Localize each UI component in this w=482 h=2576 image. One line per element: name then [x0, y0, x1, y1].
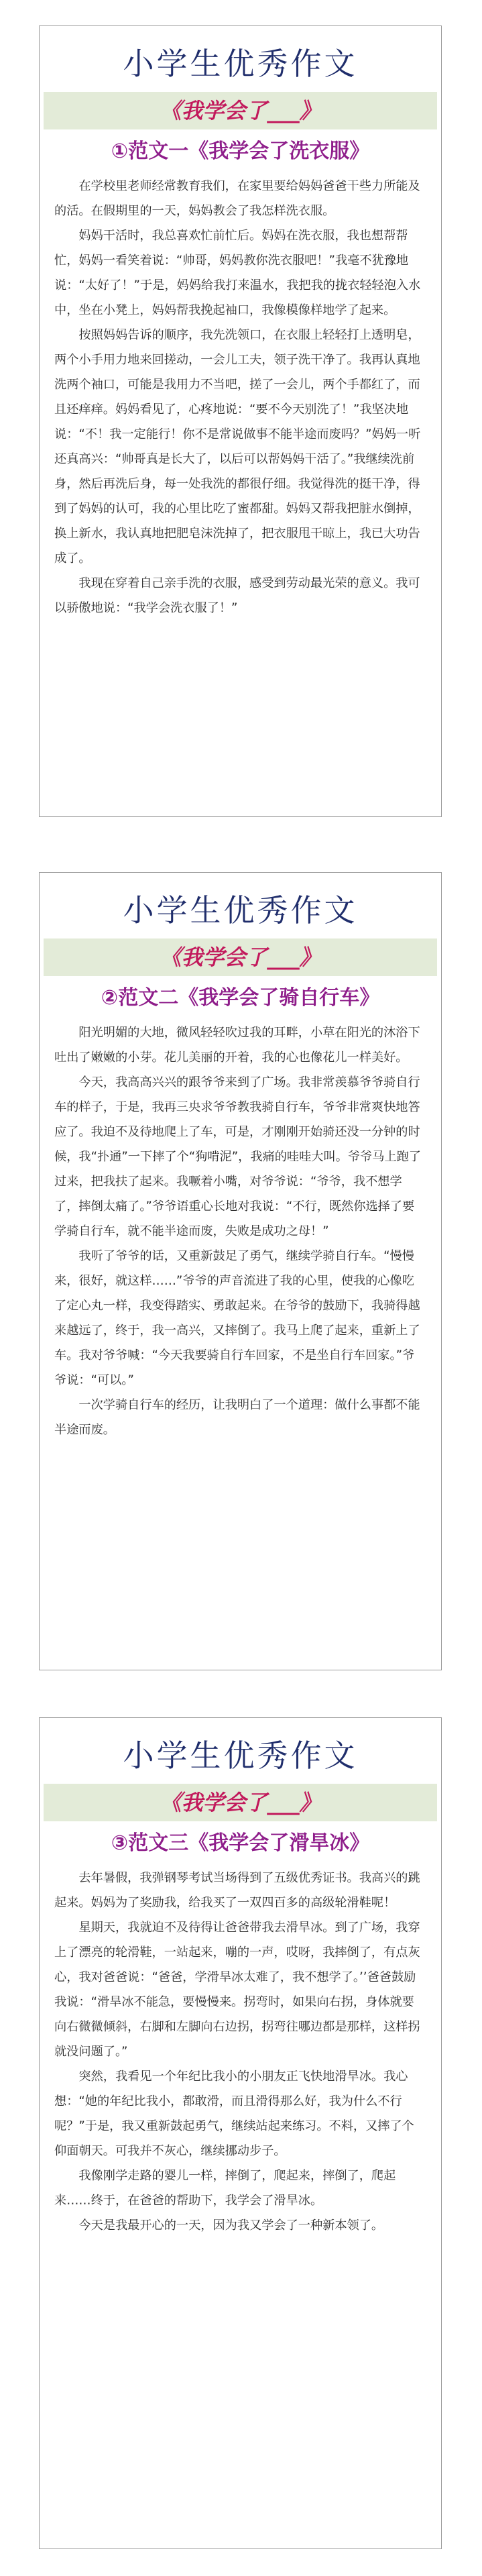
- topic-band: 《我学会了___》: [44, 1784, 437, 1821]
- essay-subtitle: ①范文一《我学会了洗衣服》: [111, 140, 370, 163]
- page-heading: 小学生优秀作文: [123, 892, 358, 928]
- essay-subtitle: ③范文三《我学会了滑旱冰》: [111, 1831, 370, 1855]
- paragraph: 妈妈干活时，我总喜欢忙前忙后。妈妈在洗衣服，我也想帮帮忙，妈妈一看笑着说：“帅哥，妈妈教你洗衣服吧！”我毫不犹豫地说：“太好了！”于是，妈妈给我打来温水，我把我的拢衣轻轻泡入水中，坐在小凳上，妈妈帮我挽起袖口，我像模像样地学了起来。: [54, 229, 421, 317]
- paragraph: 今天是我最开心的一天，因为我又学会了一种新本领了。: [78, 2218, 384, 2233]
- page-heading: 小学生优秀作文: [123, 1737, 358, 1774]
- essay-subtitle: ②范文二《我学会了骑自行车》: [101, 986, 380, 1010]
- article-card-2: [39, 872, 442, 1670]
- essay-body: [40, 1014, 441, 1442]
- paragraph: 我听了爷爷的话，又重新鼓足了勇气，继续学骑自行车。“慢慢来，很好，就这样……”爷爷的声音流进了我的心里，使我的心像吃了定心丸一样，我变得踏实、勇敢起来。在爷爷的鼓励下，我骑得越来越远了，终于，我一高兴，又摔倒了。我马上爬了起来，重新上了车。我对爷爷喊：“今天我要骑自行车回家，不是坐自行车回家。”爷爷说：“可以。”: [54, 1249, 420, 1387]
- topic-band: 《我学会了___》: [44, 92, 437, 129]
- topic-band: 《我学会了___》: [44, 938, 437, 976]
- paragraph: 我现在穿着自己亲手洗的衣服，感受到劳动最光荣的意义。我可以骄傲地说：“我学会洗衣服了！”: [54, 576, 420, 615]
- paragraph: 在学校里老师经常教育我们，在家里要给妈妈爸爸干些力所能及的活。在假期里的一天，妈妈教会了我怎样洗衣服。: [54, 179, 420, 218]
- paragraph: 我像刚学走路的婴儿一样，摔倒了，爬起来，摔倒了，爬起来……终于，在爸爸的帮助下，我学会了滑旱冰。: [54, 2169, 396, 2208]
- paragraph: 去年暑假，我弹钢琴考试当场得到了五级优秀证书。我高兴的跳起来。妈妈为了奖励我，给我买了一双四百多的高级轮滑鞋呢！: [54, 1871, 420, 1910]
- article-card-3: [39, 1717, 442, 2549]
- paragraph: 今天，我高高兴兴的跟爷爷来到了广场。我非常羡慕爷爷骑自行车的样子，于是，我再三央求爷爷教我骑自行车，爷爷非常爽快地答应了。我迫不及待地爬上了车，可是，才刚刚开始骑还没一分钟的时候，我“扑通”一下摔了个“狗啃泥”，我痛的哇哇大叫。爷爷马上跑了过来，把我扶了起来。我噘着小嘴，对爷爷说：“爷爷，我不想学了，摔倒太痛了。”爷爷语重心长地对我说：“不行，既然你选择了要学骑自行车，就不能半途而废，失败是成功之母！”: [54, 1075, 421, 1238]
- article-card-1: [39, 25, 442, 817]
- essay-body: [40, 1859, 441, 2238]
- paragraph: 按照妈妈告诉的顺序，我先洗领口，在衣服上轻轻打上透明皂，两个小手用力地来回搓动，一会儿工夫，领子洗干净了。我再认真地洗两个袖口，可能是我用力不当吧，搓了一会儿，两个手都红了，而且还痒痒。妈妈看见了，心疼地说：“要不今天别洗了！”我坚决地说：“不！我一定能行！你不是常说做事不能半途而废吗？”妈妈一听还真高兴：“帅哥真是长大了，以后可以帮妈妈干活了。”我继续洗前身，然后再洗后身，每一处我洗的都很仔细。我觉得洗的挺干净，得到了妈妈的认可，我的心里比吃了蜜都甜。妈妈又帮我把脏水倒掉，换上新水，我认真地把肥皂沫洗掉了，把衣服甩干晾上，我已大功告成了。: [54, 328, 421, 566]
- paragraph: 一次学骑自行车的经历，让我明白了一个道理：做什么事都不能半途而废。: [54, 1398, 420, 1437]
- page-heading: 小学生优秀作文: [123, 46, 358, 82]
- essay-body: [40, 167, 441, 621]
- paragraph: 阳光明媚的大地，微风轻轻吹过我的耳畔，小草在阳光的沐浴下吐出了嫩嫩的小芽。花儿美丽的开着，我的心也像花儿一样美好。: [54, 1026, 420, 1065]
- paragraph: 突然，我看见一个年纪比我小的小朋友正飞快地滑旱冰。我心想：“她的年纪比我小，都敢滑，而且滑得那么好，我为什么不行呢？”于是，我又重新鼓起勇气，继续站起来练习。不料，又摔了个仰面朝天。可我并不灰心，继续挪动步子。: [54, 2070, 414, 2158]
- paragraph: 星期天，我就迫不及待得让爸爸带我去滑旱冰。到了广场，我穿上了漂亮的轮滑鞋，一站起来，嘣的一声，哎呀，我摔倒了，有点灰心，我对爸爸说：“爸爸，学滑旱冰太难了，我不想学了。’’爸爸鼓励我说：“滑旱冰不能急，要慢慢来。拐弯时，如果向右拐，身体就要向右微微倾斜，右脚和左脚向右边拐，拐弯往哪边都是那样，这样拐就没问题了。”: [54, 1921, 420, 2059]
